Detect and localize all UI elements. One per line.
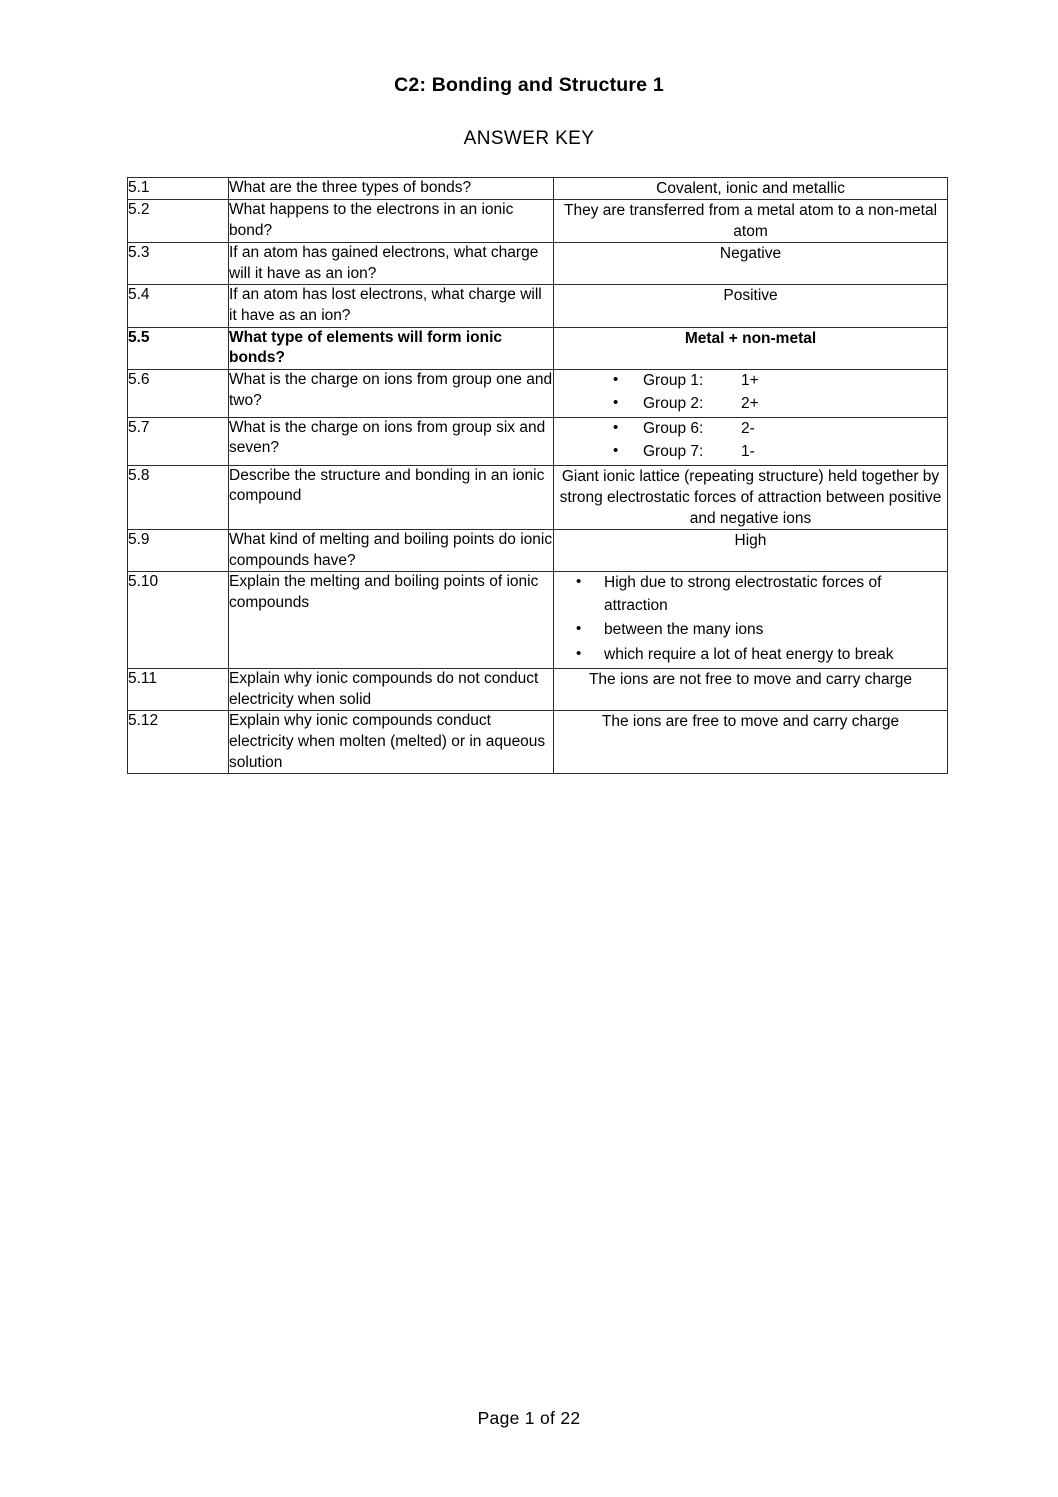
question-cell: Explain why ionic compounds do not conduct electricity when solid	[229, 669, 554, 711]
row-number-cell: 5.3	[128, 243, 229, 285]
question-cell: If an atom has gained electrons, what charge will it have as an ion?	[229, 243, 554, 285]
row-number-cell: 5.7	[128, 417, 229, 465]
table-row	[128, 327, 948, 369]
table-row	[128, 243, 948, 285]
table-row	[128, 669, 948, 711]
group-label: Group 1:	[643, 371, 704, 389]
group-charge-value: 2+	[741, 395, 759, 413]
answer-cell: Negative	[554, 243, 948, 285]
table-row	[128, 417, 948, 465]
page-title: C2: Bonding and Structure 1	[394, 74, 664, 96]
table-row	[128, 285, 948, 327]
answer-bullet-list	[568, 572, 947, 666]
list-item	[599, 418, 947, 440]
group-charge-value: 1-	[741, 443, 755, 461]
question-cell: What is the charge on ions from group six and seven?	[229, 417, 554, 465]
page-subtitle: ANSWER KEY	[463, 128, 595, 149]
row-number-cell: 5.9	[128, 530, 229, 572]
question-cell: What happens to the electrons in an ionic bond?	[229, 200, 554, 243]
question-cell: Explain the melting and boiling points of ionic compounds	[229, 572, 554, 669]
list-item: • High due to strong electrostatic forces of attraction	[568, 572, 947, 617]
answer-cell	[554, 417, 948, 465]
answer-cell	[554, 572, 948, 669]
list-item: • between the many ions	[568, 619, 947, 641]
table-row	[128, 178, 948, 200]
table-row	[128, 369, 948, 417]
answer-cell	[554, 369, 948, 417]
list-item: • which require a lot of heat energy to break	[568, 644, 947, 666]
answer-cell: The ions are free to move and carry charge	[554, 711, 948, 774]
row-number-cell: 5.4	[128, 285, 229, 327]
group-label: Group 2:	[643, 395, 704, 413]
row-number-cell: 5.1	[128, 178, 229, 200]
group-label: Group 7:	[643, 443, 704, 461]
answer-cell: Positive	[554, 285, 948, 327]
question-cell: What kind of melting and boiling points do ionic compounds have?	[229, 530, 554, 572]
row-number-cell: 5.10	[128, 572, 229, 669]
table-row	[128, 572, 948, 669]
answer-cell: Covalent, ionic and metallic	[554, 178, 948, 200]
answer-cell: Giant ionic lattice (repeating structure) held together by strong electrostatic forces of attraction between positive and negative ions	[554, 465, 948, 529]
page-footer: Page 1 of 22	[477, 1408, 581, 1428]
row-number-cell: 5.12	[128, 711, 229, 774]
question-cell: What are the three types of bonds?	[229, 178, 554, 200]
question-cell: Explain why ionic compounds conduct electricity when molten (melted) or in aqueous solution	[229, 711, 554, 774]
table-row	[128, 200, 948, 243]
group-charge-value: 2-	[741, 419, 755, 437]
table-row	[128, 530, 948, 572]
group-label: Group 6:	[643, 419, 704, 437]
table-row	[128, 711, 948, 774]
question-cell: If an atom has lost electrons, what charge will it have as an ion?	[229, 285, 554, 327]
row-number-cell: 5.8	[128, 465, 229, 529]
list-item	[599, 370, 947, 392]
question-cell: Describe the structure and bonding in an ionic compound	[229, 465, 554, 529]
question-answer-table	[127, 177, 948, 774]
row-number-cell: 5.11	[128, 669, 229, 711]
row-number-cell: 5.2	[128, 200, 229, 243]
group-charge-value: 1+	[741, 371, 759, 389]
list-item	[599, 441, 947, 463]
question-cell: What is the charge on ions from group one and two?	[229, 369, 554, 417]
answer-cell: Metal + non-metal	[554, 327, 948, 369]
row-number-cell: 5.6	[128, 369, 229, 417]
answer-group-list	[599, 418, 947, 464]
list-item	[599, 393, 947, 415]
answer-cell: They are transferred from a metal atom to a non-metal atom	[554, 200, 948, 243]
table-body	[128, 178, 948, 774]
row-number-cell: 5.5	[128, 327, 229, 369]
question-cell: What type of elements will form ionic bonds?	[229, 327, 554, 369]
answer-cell: High	[554, 530, 948, 572]
answer-cell: The ions are not free to move and carry charge	[554, 669, 948, 711]
answer-group-list	[599, 370, 947, 416]
table-row	[128, 465, 948, 529]
